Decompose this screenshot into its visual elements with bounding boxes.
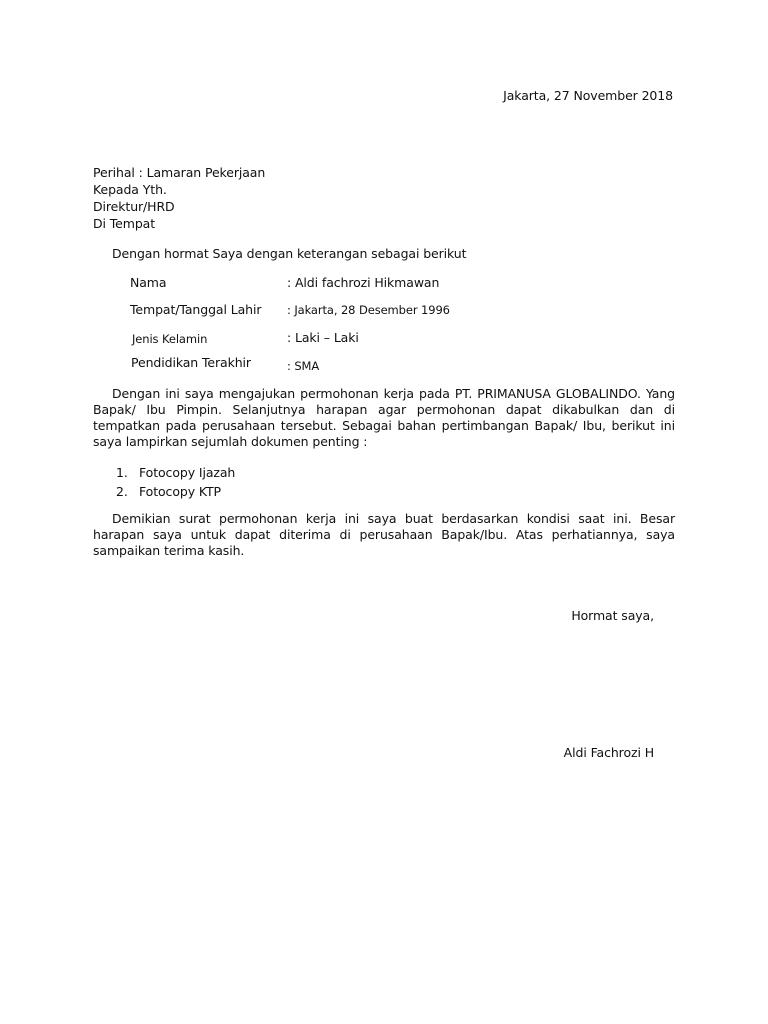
field-label: Tempat/Tanggal Lahir <box>130 302 262 317</box>
list-text: Fotocopy KTP <box>139 484 221 499</box>
field-value: : Aldi fachrozi Hikmawan <box>287 275 440 290</box>
field-value: : SMA <box>287 359 320 373</box>
letter-date: Jakarta, 27 November 2018 <box>503 88 673 103</box>
closing-salutation: Hormat saya, <box>571 608 654 623</box>
addressee-position: Direktur/HRD <box>93 199 175 214</box>
list-number: 1. <box>116 465 128 480</box>
body-paragraph: Dengan ini saya mengajukan permohonan kerja pada PT. PRIMANUSA GLOBALINDO. Yang Bapak/ Ibu Pimpin. Selanjutnya harapan agar permohonan dapat dikabulkan dan di tempatkan pada perusahaan tersebut. Sebagai bahan pertimbangan Bapak/ Ibu, berikut ini saya lampirkan sejumlah dokumen penting : <box>93 386 675 449</box>
signer-name: Aldi Fachrozi H <box>563 745 654 760</box>
list-item <box>116 482 235 501</box>
field-value: : Jakarta, 28 Desember 1996 <box>287 303 450 317</box>
list-number: 2. <box>116 484 128 499</box>
subject-line: Perihal : Lamaran Pekerjaan <box>93 165 266 180</box>
list-item <box>116 463 235 482</box>
field-label: Nama <box>130 275 167 290</box>
addressee-place: Di Tempat <box>93 216 156 231</box>
field-label: Jenis Kelamin <box>132 332 208 346</box>
closing-paragraph: Demikian surat permohonan kerja ini saya buat berdasarkan kondisi saat ini. Besar harapan saya untuk dapat diterima di perusahaan Bapak/Ibu. Atas perhatiannya, saya sampaikan terima kasih. <box>93 511 675 558</box>
recipient-block <box>93 164 265 232</box>
list-text: Fotocopy Ijazah <box>139 465 236 480</box>
field-value: : Laki – Laki <box>287 330 359 345</box>
document-list <box>116 463 235 501</box>
addressee-line: Kepada Yth. <box>93 182 167 197</box>
field-label: Pendidikan Terakhir <box>131 355 251 370</box>
greeting-line: Dengan hormat Saya dengan keterangan sebagai berikut <box>112 246 467 261</box>
